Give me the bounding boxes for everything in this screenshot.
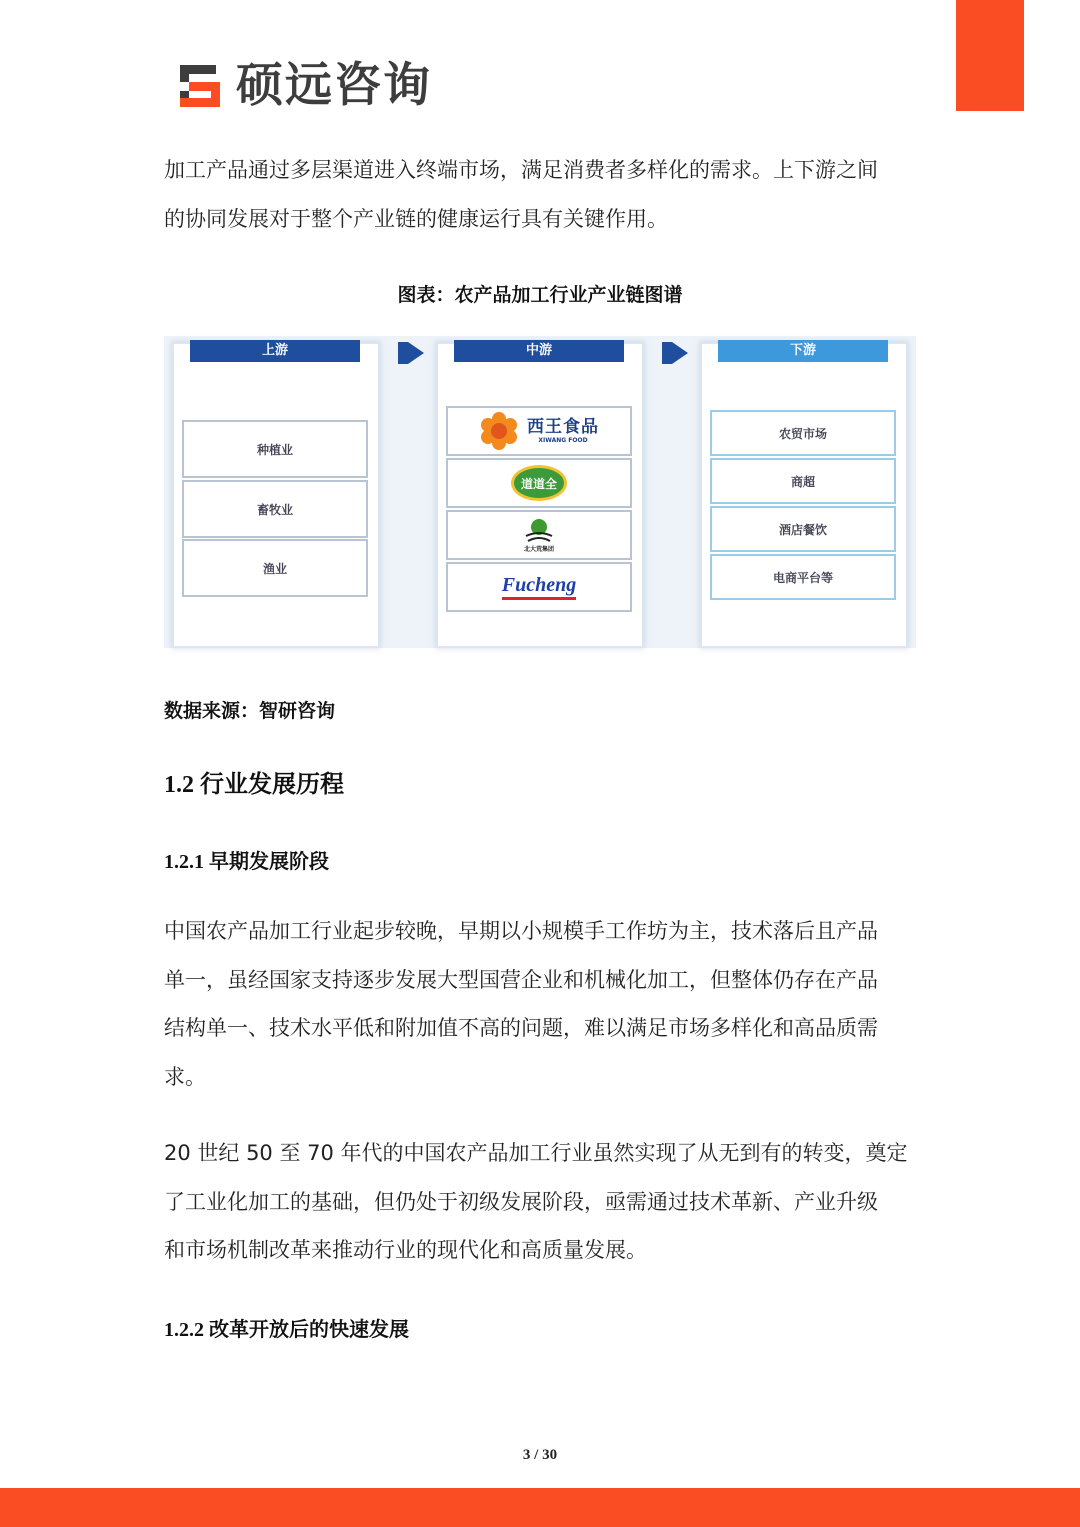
fucheng-logo-text: Fucheng: [502, 574, 576, 600]
column-title: 中游: [454, 340, 624, 362]
xiwang-logo-text: 西王食品: [527, 416, 599, 437]
upstream-item: 种植业: [182, 420, 368, 478]
brand-logo: [176, 56, 432, 116]
upstream-item: 渔业: [182, 539, 368, 597]
corner-accent-tab: [956, 0, 1024, 111]
brand-name: 硕远咨询: [236, 58, 432, 113]
daodaoquan-logo-box: [446, 458, 632, 508]
fifties-seventies-paragraph: [164, 1129, 924, 1275]
text-line: 了工业化加工的基础，但仍处于初级发展阶段，亟需通过技术革新、产业升级: [164, 1189, 878, 1214]
flow-arrow-icon: [408, 342, 424, 364]
fucheng-logo-box: [446, 562, 632, 612]
upstream-item: 畜牧业: [182, 480, 368, 538]
downstream-column: [700, 342, 908, 648]
xiwang-logo: [479, 411, 599, 451]
figure-caption: 图表：农产品加工行业产业链图谱: [397, 284, 683, 306]
xiwang-logo-subtext: XIWANG FOOD: [538, 436, 588, 444]
text-line: 的协同发展对于整个产业链的健康运行具有关键作用。: [164, 206, 668, 231]
brand-mark-icon: [176, 61, 226, 111]
text-line: 中国农产品加工行业起步较晚，早期以小规模手工作坊为主，技术落后且产品: [164, 919, 878, 943]
beidahuang-logo-text: 北大荒集团: [523, 545, 554, 553]
text-line: 求。: [164, 1064, 206, 1089]
upstream-column: [172, 342, 380, 648]
flow-arrow-icon: [672, 342, 688, 364]
downstream-item: 电商平台等: [710, 554, 896, 600]
early-stage-paragraph: [164, 907, 924, 1101]
text-line: 20 世纪 50 至 70 年代的中国农产品加工行业虽然实现了从无到有的转变，奠定: [164, 1141, 908, 1165]
intro-paragraph: [164, 146, 924, 243]
column-title: 下游: [718, 340, 888, 362]
column-title: 上游: [190, 340, 360, 362]
xiwang-food-logo-box: [446, 406, 632, 456]
xiwang-flower-logo-icon: [479, 411, 519, 451]
footer-accent-bar: [0, 1488, 1080, 1527]
downstream-item: 商超: [710, 458, 896, 504]
daodaoquan-logo-text: 道道全: [520, 476, 557, 491]
daodaoquan-logo-icon: [511, 465, 567, 501]
subsection-heading: 1.2.2 改革开放后的快速发展: [164, 1319, 409, 1341]
downstream-item: 农贸市场: [710, 410, 896, 456]
downstream-item: 酒店餐饮: [710, 506, 896, 552]
beidahuang-logo-box: [446, 510, 632, 560]
text-line: 加工产品通过多层渠道进入终端市场，满足消费者多样化的需求。上下游之间: [164, 158, 878, 182]
page-number: 3 / 30: [522, 1447, 558, 1463]
text-line: 单一，虽经国家支持逐步发展大型国营企业和机械化加工，但整体仍存在产品: [164, 967, 878, 992]
industry-chain-diagram: [164, 336, 916, 648]
midstream-column: [436, 342, 644, 648]
section-heading: 1.2 行业发展历程: [164, 772, 344, 798]
beidahuang-logo-icon: [523, 518, 555, 544]
text-line: 和市场机制改革来推动行业的现代化和高质量发展。: [164, 1238, 647, 1262]
subsection-heading: 1.2.1 早期发展阶段: [164, 851, 329, 873]
text-line: 结构单一、技术水平低和附加值不高的问题，难以满足市场多样化和高品质需: [164, 1016, 878, 1040]
data-source: 数据来源：智研咨询: [164, 700, 336, 722]
